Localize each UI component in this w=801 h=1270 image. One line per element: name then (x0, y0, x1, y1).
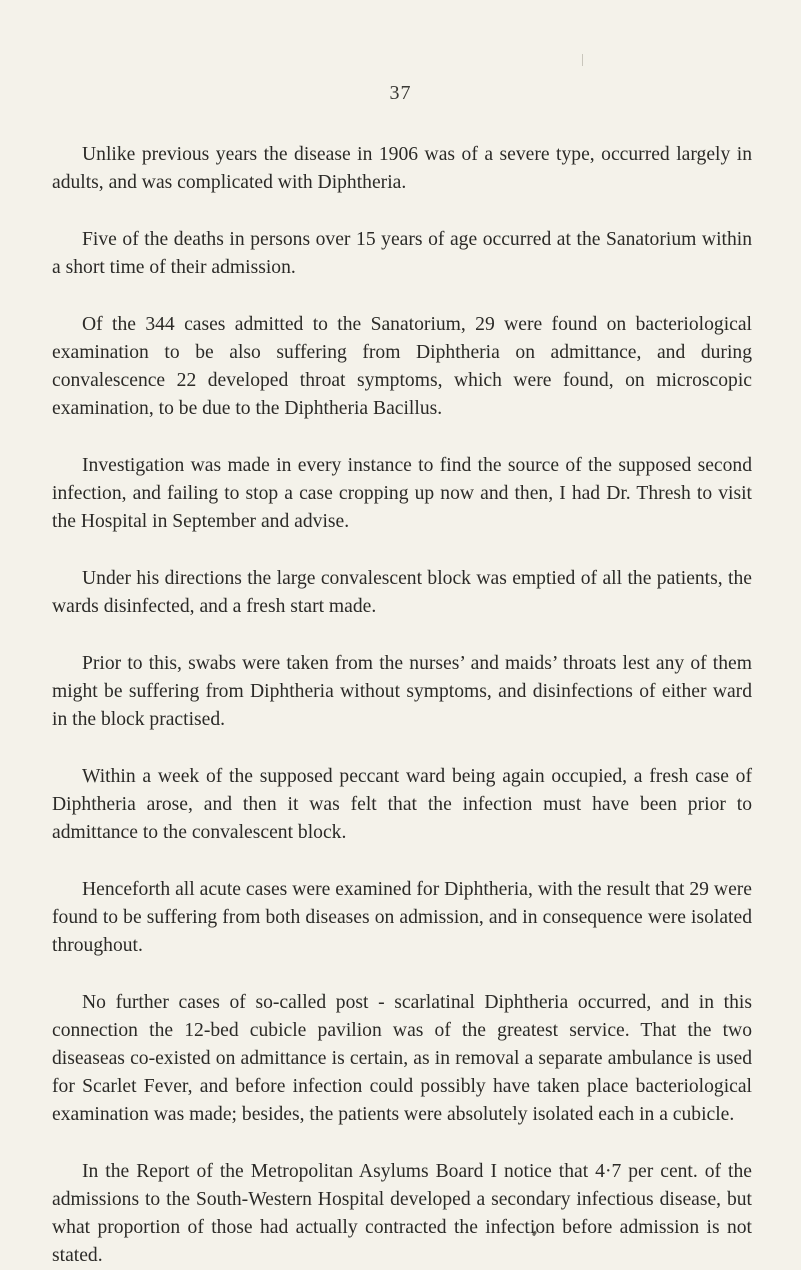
paragraph: Under his directions the large convalescent block was emptied of all the patients, the wards disinfected, and a fresh start made. (52, 568, 752, 617)
body-text (52, 141, 752, 1270)
page-number: 37 (389, 82, 412, 104)
scan-speck (582, 54, 583, 66)
paragraph: Unlike previous years the disease in 1906 was of a severe type, occurred largely in adults, and was complicated with Diphtheria. (52, 144, 752, 193)
paragraph: Investigation was made in every instance to find the source of the supposed second infection, and failing to stop a case cropping up now and then, I had Dr. Thresh to visit the Hospital in September and advise. (52, 455, 752, 532)
paragraph: Of the 344 cases admitted to the Sanatorium, 29 were found on bacteriological examination to be also suffering from Diphtheria on admittance, and during convalescence 22 developed throat symptoms, which were found, on microscopic examination, to be due to the Diphtheria Bacillus. (52, 314, 752, 419)
paragraph: Henceforth all acute cases were examined for Diphtheria, with the result that 29 were found to be suffering from both diseases on admission, and in consequence were isolated throughout. (52, 879, 752, 956)
paragraph: Five of the deaths in persons over 15 years of age occurred at the Sanatorium within a short time of their admission. (52, 229, 752, 278)
paragraph: In the Report of the Metropolitan Asylums Board I notice that 4·7 per cent. of the admissions to the South-Western Hospital developed a secondary infectious disease, but what proportion of those had actually contracted the infection before admission is not stated. (52, 1161, 752, 1266)
paragraph: Prior to this, swabs were taken from the nurses’ and maids’ throats lest any of them might be suffering from Diphtheria without symptoms, and disinfections of either ward in the block practised. (52, 653, 752, 730)
paragraph: Within a week of the supposed peccant ward being again occupied, a fresh case of Diphtheria arose, and then it was felt that the infection must have been prior to admittance to the convalescent block. (52, 766, 752, 843)
paragraph: No further cases of so-called post - scarlatinal Diphtheria occurred, and in this connection the 12-bed cubicle pavilion was of the greatest service. That the two diseaseas co-existed on admittance is certain, as in removal a separate ambulance is used for Scarlet Fever, and before infection could possibly have taken place bacteriological examination was made; besides, the patients were absolutely isolated each in a cubicle. (52, 992, 752, 1125)
